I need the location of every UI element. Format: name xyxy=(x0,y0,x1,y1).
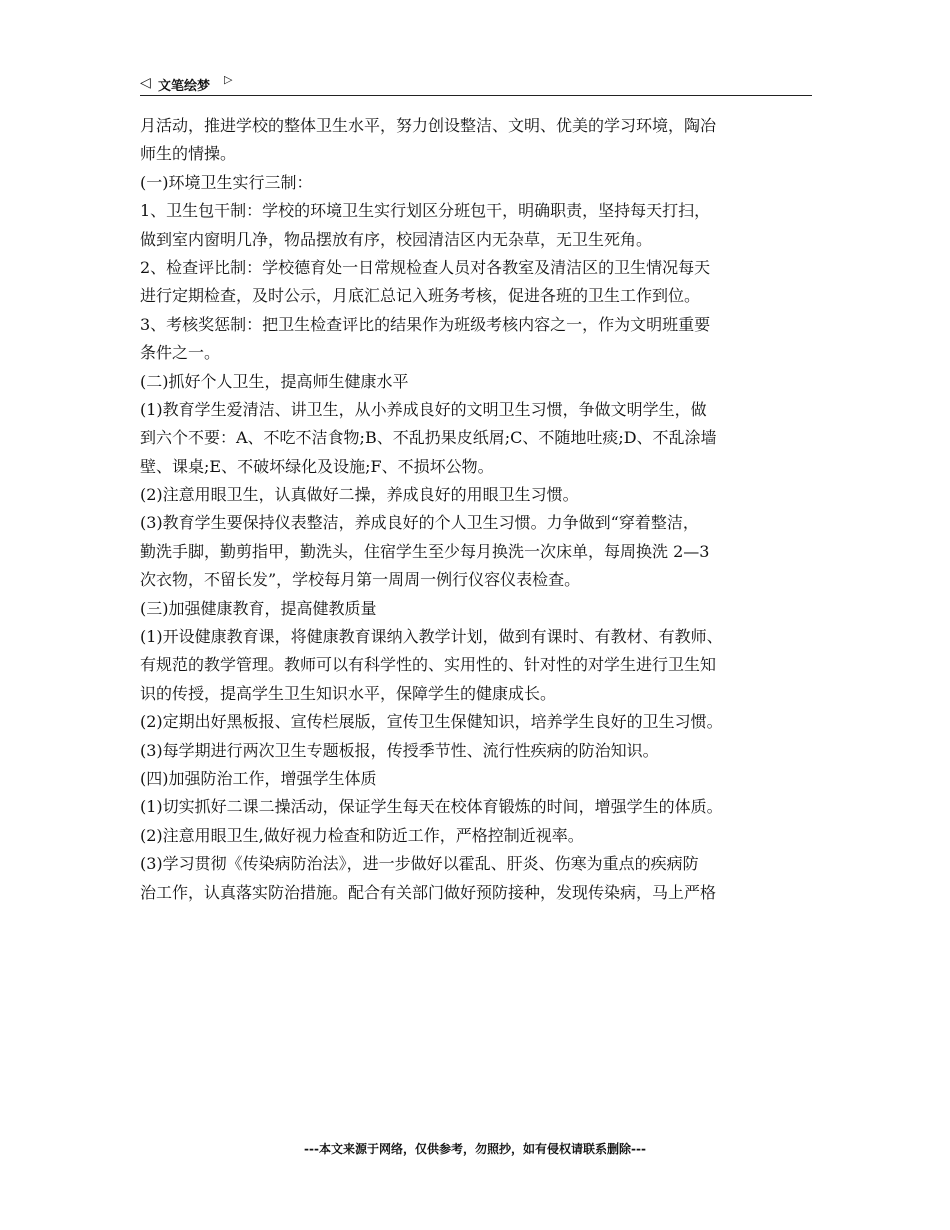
text-line: (2)定期出好黑板报、宣传栏展版，宣传卫生保健知识，培养学生良好的卫生习惯。 xyxy=(140,712,723,732)
text-line: 有规范的教学管理。教师可以有科学性的、实用性的、针对性的对学生进行卫生知 xyxy=(140,655,717,675)
text-line: (3)学习贯彻《传染病防治法》，进一步做好以霍乱、肝炎、伤寒为重点的疾病防 xyxy=(140,854,699,874)
text-line: (三)加强健康教育，提高健教质量 xyxy=(140,598,377,618)
text-line: 到六个不要：A、不吃不洁食物;B、不乱扔果皮纸屑;C、不随地吐痰;D、不乱涂墙 xyxy=(140,428,717,448)
page-footer: ---本文来源于网络，仅供参考，勿照抄，如有侵权请联系删除--- xyxy=(304,1142,646,1156)
text-line: 做到室内窗明几净，物品摆放有序，校园清洁区内无杂草，无卫生死角。 xyxy=(140,229,653,249)
document-body xyxy=(140,112,820,907)
page-header xyxy=(140,73,812,96)
text-line: (一)环境卫生实行三制： xyxy=(140,172,313,192)
text-line: 治工作，认真落实防治措施。配合有关部门做好预防接种，发现传染病，马上严格 xyxy=(140,882,717,902)
text-line: 2、检查评比制：学校德育处一日常规检查人员对各教室及清洁区的卫生情况每天 xyxy=(140,257,711,277)
text-line: (四)加强防治工作，增强学生体质 xyxy=(140,768,377,788)
text-line: (二)抓好个人卫生，提高师生健康水平 xyxy=(140,371,409,391)
text-line: 条件之一。 xyxy=(140,343,221,363)
text-line: 识的传授，提高学生卫生知识水平，保障学生的健康成长。 xyxy=(140,683,557,703)
triangle-left-icon: ◁ xyxy=(140,75,151,91)
text-line: (1)开设健康教育课，将健康教育课纳入教学计划，做到有课时、有教材、有教师、 xyxy=(140,627,723,647)
text-line: 进行定期检查，及时公示，月底汇总记入班务考核，促进各班的卫生工作到位。 xyxy=(140,286,701,306)
text-line: 次衣物，不留长发”，学校每月第一周周一例行仪容仪表检查。 xyxy=(140,570,581,590)
header-brand: 文笔绘梦 xyxy=(158,79,211,94)
text-line: 月活动，推进学校的整体卫生水平，努力创设整洁、文明、优美的学习环境，陶冶 xyxy=(140,116,717,135)
text-line: 1、卫生包干制：学校的环境卫生实行划区分班包干，明确职责，坚持每天打扫， xyxy=(140,201,711,221)
text-line: 壁、课桌;E、不破坏绿化及设施;F、不损坏公物。 xyxy=(140,456,494,476)
text-line: (2)注意用眼卫生,做好视力检查和防近工作，严格控制近视率。 xyxy=(140,825,584,845)
triangle-right-icon: ▷ xyxy=(224,73,233,86)
text-line: 师生的情操。 xyxy=(140,144,237,164)
text-line: 3、考核奖惩制：把卫生检查评比的结果作为班级考核内容之一，作为文明班重要 xyxy=(140,314,711,334)
text-line: (1)教育学生爱清洁、讲卫生，从小养成良好的文明卫生习惯，争做文明学生，做 xyxy=(140,399,707,419)
text-line: (2)注意用眼卫生，认真做好二操，养成良好的用眼卫生习惯。 xyxy=(140,485,579,505)
text-line: (1)切实抓好二课二操活动，保证学生每天在校体育锻炼的时间，增强学生的体质。 xyxy=(140,797,723,817)
text-line: (3)每学期进行两次卫生专题板报，传授季节性、流行性疾病的防治知识。 xyxy=(140,740,659,760)
text-line: 勤洗手脚，勤剪指甲，勤洗头，住宿学生至少每月换洗一次床单，每周换洗 2—3 xyxy=(140,541,710,561)
text-line: (3)教育学生要保持仪表整洁，养成良好的个人卫生习惯。力争做到“穿着整洁， xyxy=(140,513,699,533)
